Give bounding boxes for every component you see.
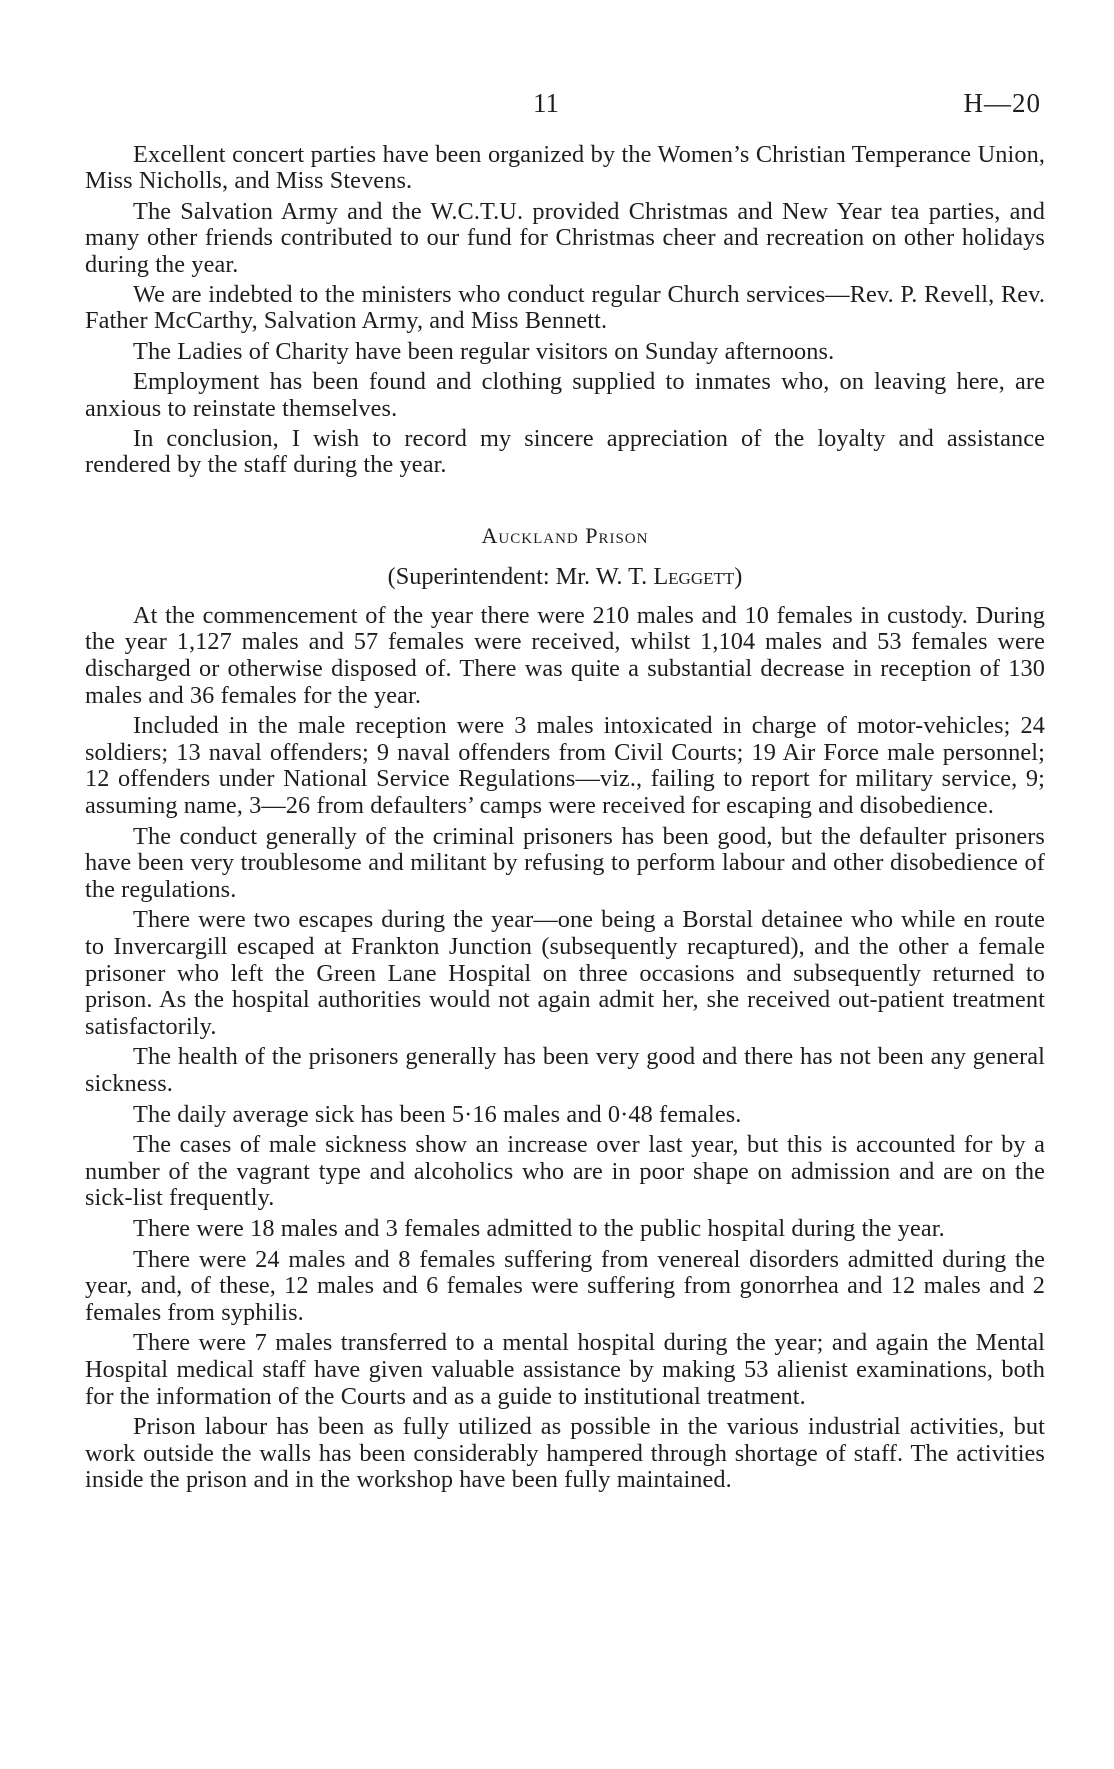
superintendent-suffix: ) (734, 562, 743, 590)
paragraph: The cases of male sickness show an increase over last year, but this is accounted for by a number of the vagrant type and alcoholics who are in poor shape on admission and are on the sick-list frequently. (85, 1131, 1045, 1212)
page-header (85, 80, 1045, 120)
superintendent-line (85, 563, 1045, 591)
section-heading: Auckland Prison (481, 522, 649, 548)
paragraph: The daily average sick has been 5·16 males and 0·48 females. (133, 1100, 742, 1128)
paragraph: There were 7 males transferred to a mental hospital during the year; and again the Mental Hospital medical staff have given valuable assistance by making 53 alienist examinations, both for the information of the Courts and as a guide to institutional treatment. (85, 1329, 1045, 1410)
paragraph: At the commencement of the year there were 210 males and 10 females in custody. During the year 1,127 males and 57 females were received, whilst 1,104 males and 53 females were discharged or otherwise disposed of. There was quite a substantial decrease in reception of 130 males and 36 females for the year. (85, 601, 1045, 709)
paragraph: There were 18 males and 3 females admitted to the public hospital during the year. (133, 1214, 945, 1242)
paragraph: Included in the male reception were 3 males intoxicated in charge of motor-vehicles; 24 soldiers; 13 naval offenders; 9 naval offenders from Civil Courts; 19 Air Force male personnel; 12 offenders under National Service Regulations—viz., failing to report for military service, 9; assuming name, 3—26 from defaulters’ camps were received for escaping and disobedience. (85, 712, 1045, 820)
paragraph: Employment has been found and clothing supplied to inmates who, on leaving here, are anxious to reinstate themselves. (85, 368, 1045, 422)
paragraph: The Salvation Army and the W.C.T.U. provided Christmas and New Year tea parties, and many other friends contributed to our fund for Christmas cheer and recreation on other holidays during the year. (85, 197, 1045, 278)
page-number: 11 (533, 88, 559, 118)
paragraph: Excellent concert parties have been organized by the Women’s Christian Temperance Union, Miss Nicholls, and Miss Stevens. (85, 141, 1045, 195)
paragraph: The conduct generally of the criminal prisoners has been good, but the defaulter prisoners have been very troublesome and militant by refusing to perform labour and other disobedience of the regulations. (85, 822, 1045, 903)
superintendent-prefix: (Superintendent: Mr. W. T. (387, 562, 654, 590)
document-page (85, 80, 1045, 1498)
paragraph: There were two escapes during the year—one being a Borstal detainee who while en route to Invercargill escaped at Frankton Junction (subsequently recaptured), and the other a female prisoner who left the Green Lane Hospital on three occasions and subsequently returned to prison. As the hospital authorities would not again admit her, she received out-patient treatment satisfactorily. (85, 906, 1045, 1040)
paragraph: There were 24 males and 8 females suffering from venereal disorders admitted during the year, and, of these, 12 males and 6 females were suffering from gonorrhea and 12 males and 2 females from syphilis. (85, 1245, 1045, 1326)
document-reference: H—20 (963, 88, 1041, 118)
intro-section (85, 142, 1045, 479)
paragraph: Prison labour has been as fully utilized as possible in the various industrial activities, but work outside the walls has been considerably hampered through shortage of staff. The activities inside the prison and in the workshop have been fully maintained. (85, 1413, 1045, 1494)
paragraph: We are indebted to the ministers who conduct regular Church services—Rev. P. Revell, Rev. Father McCarthy, Salvation Army, and Miss Bennett. (85, 281, 1045, 335)
paragraph: The health of the prisoners generally has been very good and there has not been any general sickness. (85, 1043, 1045, 1097)
paragraph: In conclusion, I wish to record my sincere appreciation of the loyalty and assistance rendered by the staff during the year. (85, 425, 1045, 479)
superintendent-name: Leggett (653, 562, 735, 590)
prison-report-section (85, 603, 1045, 1494)
paragraph: The Ladies of Charity have been regular visitors on Sunday afternoons. (133, 337, 835, 365)
